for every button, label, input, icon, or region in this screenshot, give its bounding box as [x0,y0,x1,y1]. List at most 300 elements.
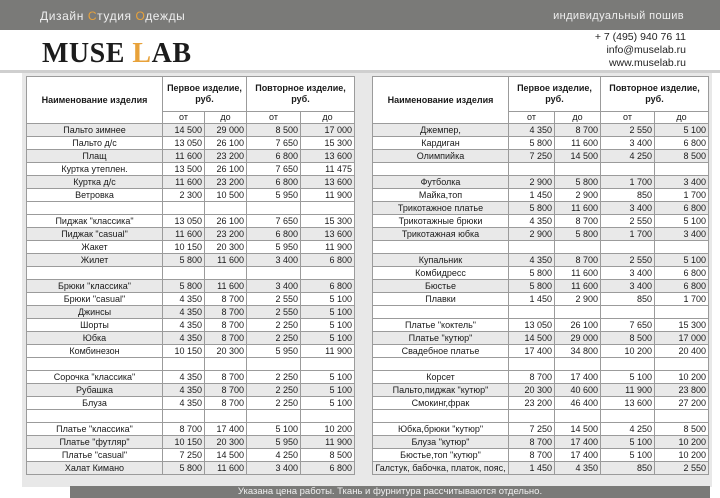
first-from-price: 5 800 [509,267,555,280]
repeat-to-price: 6 800 [301,280,355,293]
repeat-to-price: 13 600 [301,150,355,163]
item-name: Платье "casual" [27,449,163,462]
repeat-from-price: 2 250 [247,397,301,410]
repeat-from-price: 8 500 [247,124,301,137]
item-name: Юбка,брюки "кутюр" [373,423,509,436]
column-header-to: до [301,112,355,124]
column-header-first: Первое изделие, руб. [163,77,247,112]
first-from-price: 20 300 [509,384,555,397]
price-table-right [372,76,709,475]
repeat-to-price: 27 200 [655,397,709,410]
empty-cell [601,163,655,176]
repeat-to-price: 13 600 [301,176,355,189]
item-name: Бюстье,топ "кутюр" [373,449,509,462]
top-banner [0,0,720,30]
item-name: Смокинг,фрак [373,397,509,410]
repeat-to-price: 8 500 [301,449,355,462]
repeat-from-price: 850 [601,189,655,202]
item-name: Пальто д/с [27,137,163,150]
price-rows-left [27,124,355,475]
repeat-to-price: 5 100 [301,332,355,345]
repeat-from-price: 10 200 [601,345,655,358]
repeat-to-price: 17 000 [655,332,709,345]
item-name: Свадебное платье [373,345,509,358]
repeat-from-price: 6 800 [247,150,301,163]
first-to-price: 11 600 [555,137,601,150]
repeat-from-price: 7 650 [247,137,301,150]
repeat-to-price: 6 800 [655,202,709,215]
item-name: Платье "классика" [27,423,163,436]
table-row [27,280,355,293]
repeat-from-price: 850 [601,462,655,475]
table-row [373,124,709,137]
item-name: Плавки [373,293,509,306]
first-from-price: 17 400 [509,345,555,358]
table-row [27,332,355,345]
first-from-price: 8 700 [509,436,555,449]
first-from-price: 5 800 [163,462,205,475]
item-name: Ветровка [27,189,163,202]
first-to-price: 2 900 [555,189,601,202]
repeat-to-price: 6 800 [655,280,709,293]
first-to-price: 11 600 [205,280,247,293]
item-name: Блуза "кутюр" [373,436,509,449]
spacer-row [27,358,355,371]
empty-cell [373,241,509,254]
column-header-from: от [509,112,555,124]
item-name: Комбидресс [373,267,509,280]
repeat-to-price: 3 400 [655,176,709,189]
empty-cell [27,410,163,423]
spacer-row [373,241,709,254]
repeat-from-price: 2 250 [247,371,301,384]
item-name: Корсет [373,371,509,384]
first-to-price: 2 900 [555,293,601,306]
empty-cell [27,358,163,371]
first-to-price: 29 000 [205,124,247,137]
empty-cell [509,410,555,423]
repeat-to-price: 2 550 [655,462,709,475]
empty-cell [301,267,355,280]
spacer-row [373,358,709,371]
empty-cell [373,163,509,176]
repeat-from-price: 5 100 [601,371,655,384]
first-from-price: 8 700 [509,371,555,384]
repeat-from-price: 5 100 [601,436,655,449]
first-from-price: 2 900 [509,228,555,241]
item-name: Халат Кимано [27,462,163,475]
empty-cell [247,202,301,215]
table-row [27,345,355,358]
empty-cell [373,358,509,371]
item-name: Комбинезон [27,345,163,358]
first-to-price: 17 400 [555,371,601,384]
first-from-price: 5 800 [163,280,205,293]
empty-cell [601,358,655,371]
contact-block [595,31,686,70]
first-to-price: 17 400 [205,423,247,436]
repeat-to-price: 10 200 [655,449,709,462]
item-name: Платье "футляр" [27,436,163,449]
first-from-price: 5 800 [163,254,205,267]
empty-cell [27,202,163,215]
table-row [373,228,709,241]
table-row [373,267,709,280]
repeat-to-price: 5 100 [655,215,709,228]
first-from-price: 4 350 [163,306,205,319]
first-to-price: 11 600 [555,202,601,215]
table-row [373,293,709,306]
column-header-item: Наименование изделия [373,77,509,124]
table-row [373,189,709,202]
repeat-to-price: 15 300 [655,319,709,332]
empty-cell [301,358,355,371]
first-from-price: 4 350 [163,293,205,306]
table-row [27,462,355,475]
first-to-price: 23 200 [205,176,247,189]
first-from-price: 13 500 [163,163,205,176]
repeat-from-price: 1 700 [601,228,655,241]
repeat-to-price: 5 100 [301,319,355,332]
spacer-row [27,410,355,423]
first-from-price: 4 350 [509,254,555,267]
first-to-price: 23 200 [205,150,247,163]
repeat-to-price: 8 500 [655,150,709,163]
first-to-price: 23 200 [205,228,247,241]
empty-cell [555,241,601,254]
item-name: Брюки "классика" [27,280,163,293]
repeat-from-price: 8 500 [601,332,655,345]
spacer-row [27,267,355,280]
price-table-left [26,76,355,475]
repeat-from-price: 3 400 [247,254,301,267]
empty-cell [655,241,709,254]
repeat-to-price: 17 000 [301,124,355,137]
item-name: Блуза [27,397,163,410]
empty-cell [555,163,601,176]
table-row [373,371,709,384]
table-row [27,293,355,306]
empty-cell [301,410,355,423]
table-row [373,150,709,163]
repeat-from-price: 5 950 [247,241,301,254]
column-header-from: от [163,112,205,124]
item-name: Сорочка "классика" [27,371,163,384]
first-to-price: 46 400 [555,397,601,410]
repeat-from-price: 3 400 [601,280,655,293]
table-row [27,371,355,384]
empty-cell [655,306,709,319]
first-from-price: 10 150 [163,345,205,358]
item-name: Куртка д/с [27,176,163,189]
empty-cell [555,410,601,423]
first-to-price: 40 600 [555,384,601,397]
first-to-price: 8 700 [205,397,247,410]
table-row [27,306,355,319]
column-header-from: от [247,112,301,124]
repeat-from-price: 2 550 [247,293,301,306]
first-to-price: 8 700 [205,306,247,319]
first-to-price: 8 700 [205,319,247,332]
price-rows-right [373,124,709,475]
repeat-to-price: 20 400 [655,345,709,358]
first-to-price: 10 500 [205,189,247,202]
table-row [27,150,355,163]
repeat-from-price: 4 250 [247,449,301,462]
item-name: Платье "коктель" [373,319,509,332]
first-from-price: 1 450 [509,293,555,306]
first-from-price: 1 450 [509,462,555,475]
table-row [27,384,355,397]
item-name: Джемпер, [373,124,509,137]
item-name: Пальто,пиджак "кутюр" [373,384,509,397]
spacer-row [27,202,355,215]
muse-lab-logo: MUSE LAB [42,38,192,69]
column-header-item: Наименование изделия [27,77,163,124]
empty-cell [247,267,301,280]
first-to-price: 20 300 [205,345,247,358]
item-name: Кардиган [373,137,509,150]
footer-note-bar [70,486,710,498]
spacer-row [373,306,709,319]
item-name: Жилет [27,254,163,267]
table-row [27,423,355,436]
first-to-price: 8 700 [205,293,247,306]
repeat-to-price: 5 100 [301,384,355,397]
repeat-to-price: 5 100 [301,293,355,306]
repeat-to-price: 3 400 [655,228,709,241]
table-row [373,137,709,150]
repeat-to-price: 10 200 [655,436,709,449]
repeat-to-price: 6 800 [655,267,709,280]
empty-cell [205,202,247,215]
empty-cell [247,358,301,371]
table-row [27,436,355,449]
first-from-price: 23 200 [509,397,555,410]
tailoring-label: индивидуальный пошив [553,10,684,22]
empty-cell [27,267,163,280]
first-to-price: 5 800 [555,176,601,189]
first-to-price: 14 500 [205,449,247,462]
first-from-price: 10 150 [163,436,205,449]
first-from-price: 14 500 [509,332,555,345]
first-from-price: 2 900 [509,176,555,189]
first-to-price: 14 500 [555,150,601,163]
repeat-from-price: 3 400 [247,280,301,293]
table-row [27,228,355,241]
repeat-to-price: 11 900 [301,345,355,358]
item-name: Юбка [27,332,163,345]
empty-cell [509,306,555,319]
empty-cell [205,267,247,280]
table-row [373,280,709,293]
table-row [373,215,709,228]
repeat-from-price: 13 600 [601,397,655,410]
item-name: Джинсы [27,306,163,319]
repeat-to-price: 13 600 [301,228,355,241]
repeat-from-price: 5 100 [601,449,655,462]
table-row [373,345,709,358]
first-from-price: 4 350 [163,397,205,410]
table-row [27,449,355,462]
first-to-price: 26 100 [205,163,247,176]
table-row [27,241,355,254]
first-to-price: 17 400 [555,436,601,449]
column-header-from: от [601,112,655,124]
empty-cell [509,241,555,254]
first-from-price: 7 250 [163,449,205,462]
column-header-to: до [655,112,709,124]
first-to-price: 29 000 [555,332,601,345]
item-name: Пиджак "классика" [27,215,163,228]
empty-cell [247,410,301,423]
item-name: Купальник [373,254,509,267]
empty-cell [163,358,205,371]
first-from-price: 11 600 [163,150,205,163]
first-to-price: 20 300 [205,241,247,254]
repeat-from-price: 2 250 [247,332,301,345]
repeat-from-price: 6 800 [247,176,301,189]
repeat-to-price: 11 900 [301,241,355,254]
first-to-price: 14 500 [555,423,601,436]
first-to-price: 8 700 [205,332,247,345]
first-to-price: 11 600 [205,462,247,475]
repeat-from-price: 3 400 [247,462,301,475]
item-name: Жакет [27,241,163,254]
item-name: Плащ [27,150,163,163]
table-row [27,189,355,202]
spacer-row [373,410,709,423]
table-row [373,436,709,449]
first-from-price: 4 350 [509,215,555,228]
empty-cell [555,306,601,319]
first-to-price: 11 600 [555,267,601,280]
item-name: Шорты [27,319,163,332]
repeat-from-price: 3 400 [601,137,655,150]
repeat-to-price: 10 200 [655,371,709,384]
table-row [27,137,355,150]
studio-tagline: Дизайн Студия Одежды [40,9,186,23]
table-row [373,423,709,436]
first-to-price: 20 300 [205,436,247,449]
first-from-price: 4 350 [163,319,205,332]
item-name: Футболка [373,176,509,189]
empty-cell [509,163,555,176]
table-row [27,215,355,228]
first-to-price: 8 700 [205,371,247,384]
column-header-first: Первое изделие, руб. [509,77,601,112]
repeat-from-price: 6 800 [247,228,301,241]
first-from-price: 4 350 [163,332,205,345]
first-to-price: 11 600 [205,254,247,267]
footer-note: Указана цена работы. Ткань и фурнитура рассчитываются отдельно. [237,486,543,497]
item-name: Трикотажные брюки [373,215,509,228]
first-to-price: 11 600 [555,280,601,293]
first-from-price: 8 700 [163,423,205,436]
repeat-to-price: 6 800 [301,462,355,475]
first-from-price: 7 250 [509,423,555,436]
item-name: Рубашка [27,384,163,397]
first-from-price: 10 150 [163,241,205,254]
first-from-price: 11 600 [163,176,205,189]
table-row [373,397,709,410]
table-row [27,163,355,176]
repeat-to-price: 10 200 [301,423,355,436]
repeat-from-price: 5 950 [247,436,301,449]
repeat-from-price: 3 400 [601,202,655,215]
repeat-to-price: 1 700 [655,293,709,306]
table-row [373,176,709,189]
empty-cell [301,202,355,215]
first-to-price: 26 100 [205,137,247,150]
repeat-from-price: 2 250 [247,319,301,332]
repeat-from-price: 850 [601,293,655,306]
repeat-to-price: 5 100 [301,397,355,410]
first-from-price: 4 350 [163,371,205,384]
repeat-from-price: 2 550 [601,124,655,137]
table-row [27,254,355,267]
repeat-from-price: 5 950 [247,345,301,358]
empty-cell [163,267,205,280]
item-name: Трикотажная юбка [373,228,509,241]
first-from-price: 14 500 [163,124,205,137]
repeat-from-price: 4 250 [601,423,655,436]
empty-cell [601,241,655,254]
table-row [27,124,355,137]
table-row [373,319,709,332]
first-to-price: 8 700 [555,254,601,267]
first-from-price: 2 300 [163,189,205,202]
table-row [27,176,355,189]
repeat-from-price: 2 550 [601,215,655,228]
empty-cell [509,358,555,371]
repeat-to-price: 5 100 [301,306,355,319]
item-name: Майка,топ [373,189,509,202]
repeat-from-price: 4 250 [601,150,655,163]
table-row [27,319,355,332]
column-header-repeat: Повторное изделие, руб. [601,77,709,112]
repeat-to-price: 15 300 [301,215,355,228]
empty-cell [555,358,601,371]
column-header-to: до [205,112,247,124]
item-name: Трикотажное платье [373,202,509,215]
first-from-price: 5 800 [509,202,555,215]
first-to-price: 8 700 [205,384,247,397]
repeat-from-price: 3 400 [601,267,655,280]
empty-cell [655,410,709,423]
empty-cell [205,410,247,423]
first-to-price: 34 800 [555,345,601,358]
repeat-from-price: 2 250 [247,384,301,397]
empty-cell [373,410,509,423]
table-row [27,397,355,410]
table-row [373,202,709,215]
item-name: Платье "кутюр" [373,332,509,345]
repeat-from-price: 2 550 [601,254,655,267]
repeat-from-price: 5 950 [247,189,301,202]
first-to-price: 26 100 [555,319,601,332]
repeat-to-price: 6 800 [301,254,355,267]
empty-cell [601,410,655,423]
table-row [373,254,709,267]
first-from-price: 8 700 [509,449,555,462]
phone-number: + 7 (495) 940 76 11 [594,31,686,43]
empty-cell [163,410,205,423]
item-name: Брюки "casual" [27,293,163,306]
table-row [373,462,709,475]
table-row [373,384,709,397]
first-to-price: 8 700 [555,124,601,137]
